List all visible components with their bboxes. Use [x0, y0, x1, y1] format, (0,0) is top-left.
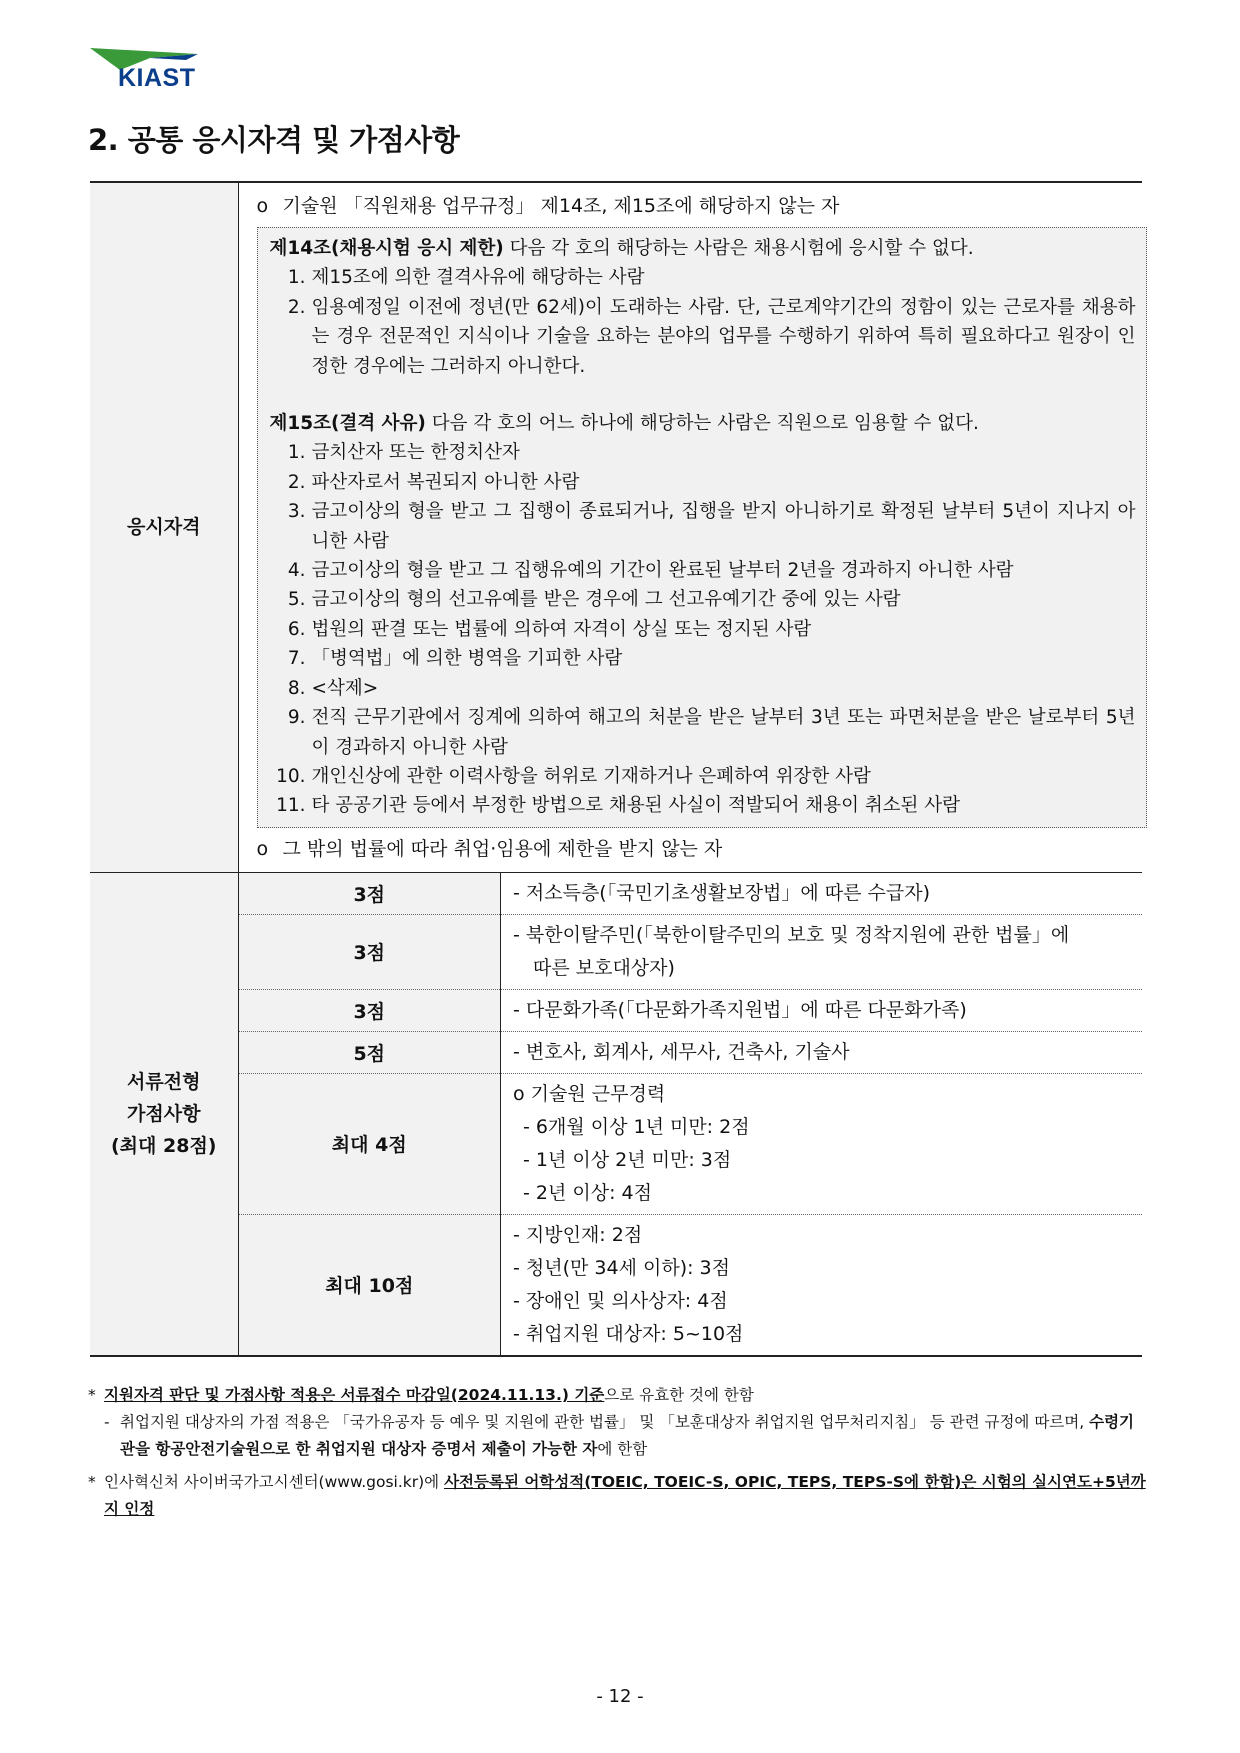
article-15-items: [270, 438, 1136, 820]
regulation-item: 7. 「병역법」에 의한 병역을 기피한 사람: [287, 648, 623, 670]
article-14-heading: 제14조(채용시험 응시 제한) 다음 각 호의 해당하는 사람은 채용시험에 응시할 수 없다.: [269, 238, 974, 259]
qualification-content: [238, 182, 1142, 872]
regulation-item: 3. 금고이상의 형을 받고 그 집행이 종료되거나, 집행을 받지 아니하기로 확정된 날부터 5년이 지나지 아니한 사람: [287, 501, 1136, 552]
qualification-table: [90, 181, 1142, 1357]
article-15-heading: 제15조(결격 사유) 다음 각 호의 어느 하나에 해당하는 사람은 직원으로 임용할 수 없다.: [269, 413, 979, 435]
bonus-points: 5점: [239, 1031, 501, 1073]
footnotes: [88, 1382, 1148, 1523]
bonus-description: - 저소득층(「국민기초생활보장법」에 따른 수급자): [501, 873, 1143, 915]
bonus-points: 최대 4점: [239, 1073, 501, 1214]
bonus-points-table: [239, 873, 1143, 1355]
page-number: - 12 -: [596, 1686, 644, 1707]
regulation-item: 4. 금고이상의 형을 받고 그 집행유예의 기간이 완료된 날부터 2년을 경과하지 아니한 사람: [287, 560, 1014, 582]
bonus-points: 최대 10점: [239, 1214, 501, 1355]
article-14-items: [270, 263, 1136, 381]
footnote-1-sub: - 취업지원 대상자의 가점 적용은 「국가유공자 등 예우 및 지원에 관한 법률」 및 「보훈대상자 취업지원 업무처리지침」 등 관련 규정에 따르며, 수령기관을 항공안전기술원으로 한 취업지원 대상자 증명서 제출이 가능한 자에 한함: [104, 1413, 1135, 1458]
section-title: 2. 공통 응시자격 및 가점사항: [88, 123, 460, 157]
bonus-description: - 지방인재: 2점 - 청년(만 34세 이하): 3점 - 장애인 및 의사상자: 4점 - 취업지원 대상자: 5~10점: [513, 1223, 744, 1345]
bonus-points: 3점: [239, 914, 501, 989]
bonus-description: - 북한이탈주민(「북한이탈주민의 보호 및 정착지원에 관한 법률」에 따른 보호대상자): [501, 914, 1143, 989]
bonus-row: [239, 914, 1143, 989]
footnote-1: * 지원자격 판단 및 가점사항 적용은 서류접수 마감일(2024.11.13.) 기준으로 유효한 것에 한함: [88, 1386, 754, 1404]
bonus-description: - 변호사, 회계사, 세무사, 건축사, 기술사: [501, 1031, 1143, 1073]
logo-text: KIAST: [118, 64, 196, 92]
bonus-header: 서류전형 가점사항 (최대 28점): [90, 872, 238, 1356]
regulation-item: 8. <삭제>: [287, 677, 379, 699]
regulation-box: [257, 227, 1147, 828]
bonus-row: [239, 1214, 1143, 1355]
regulation-item: 11. 타 공공기관 등에서 부정한 방법으로 채용된 사실이 적발되어 채용이 취소된 사람: [276, 795, 961, 817]
bonus-description: - 다문화가족(「다문화가족지원법」에 따른 다문화가족): [501, 989, 1143, 1031]
footnote-2: * 인사혁신처 사이버국가고시센터(www.gosi.kr)에 사전등록된 어학성적(TOEIC, TOEIC-S, OPIC, TEPS, TEPS-S에 한함)은 시험의 실시연도+5년까지 인정: [88, 1473, 1146, 1518]
regulation-item: 10. 개인신상에 관한 이력사항을 허위로 기재하거나 은폐하여 위장한 사람: [276, 765, 871, 787]
bonus-content: [238, 872, 1142, 1356]
regulation-item: 2. 파산자로서 복권되지 아니한 사람: [287, 471, 580, 493]
regulation-item: 2. 임용예정일 이전에 정년(만 62세)이 도래하는 사람. 단, 근로계약기간의 정함이 있는 근로자를 채용하는 경우 전문적인 지식이나 기술을 요하는 분야의 업무를 수행하기 위하여 특히 필요하다고 원장이 인정한 경우에는 그러하지 아니한다.: [287, 296, 1136, 377]
regulation-item: 1. 금치산자 또는 한정치산자: [287, 442, 520, 464]
bonus-row: [239, 1073, 1143, 1214]
bonus-row: [239, 989, 1143, 1031]
qualification-header: 응시자격: [90, 182, 238, 872]
regulation-item: 9. 전직 근무기관에서 징계에 의하여 해고의 처분을 받은 날부터 3년 또는 파면처분을 받은 날로부터 5년이 경과하지 아니한 사람: [287, 707, 1136, 758]
kiast-logo: [90, 46, 220, 94]
regulation-item: 5. 금고이상의 형의 선고유예를 받은 경우에 그 선고유예기간 중에 있는 사람: [287, 589, 901, 611]
bonus-points: 3점: [239, 873, 501, 915]
qualification-bullet-2: o 그 밖의 법률에 따라 취업·임용에 제한을 받지 않는 자: [256, 837, 723, 860]
bonus-row: [239, 1031, 1143, 1073]
bonus-row: [239, 873, 1143, 915]
regulation-item: 6. 법원의 판결 또는 법률에 의하여 자격이 상실 또는 정지된 사람: [287, 618, 812, 640]
regulation-item: 1. 제15조에 의한 결격사유에 해당하는 사람: [287, 267, 645, 289]
bonus-points: 3점: [239, 989, 501, 1031]
qualification-bullet-1: o 기술원 「직원채용 업무규정」 제14조, 제15조에 해당하지 않는 자: [256, 195, 840, 217]
bonus-description: o 기술원 근무경력 - 6개월 이상 1년 미만: 2점 - 1년 이상 2년 미만: 3점 - 2년 이상: 4점: [501, 1073, 1143, 1214]
